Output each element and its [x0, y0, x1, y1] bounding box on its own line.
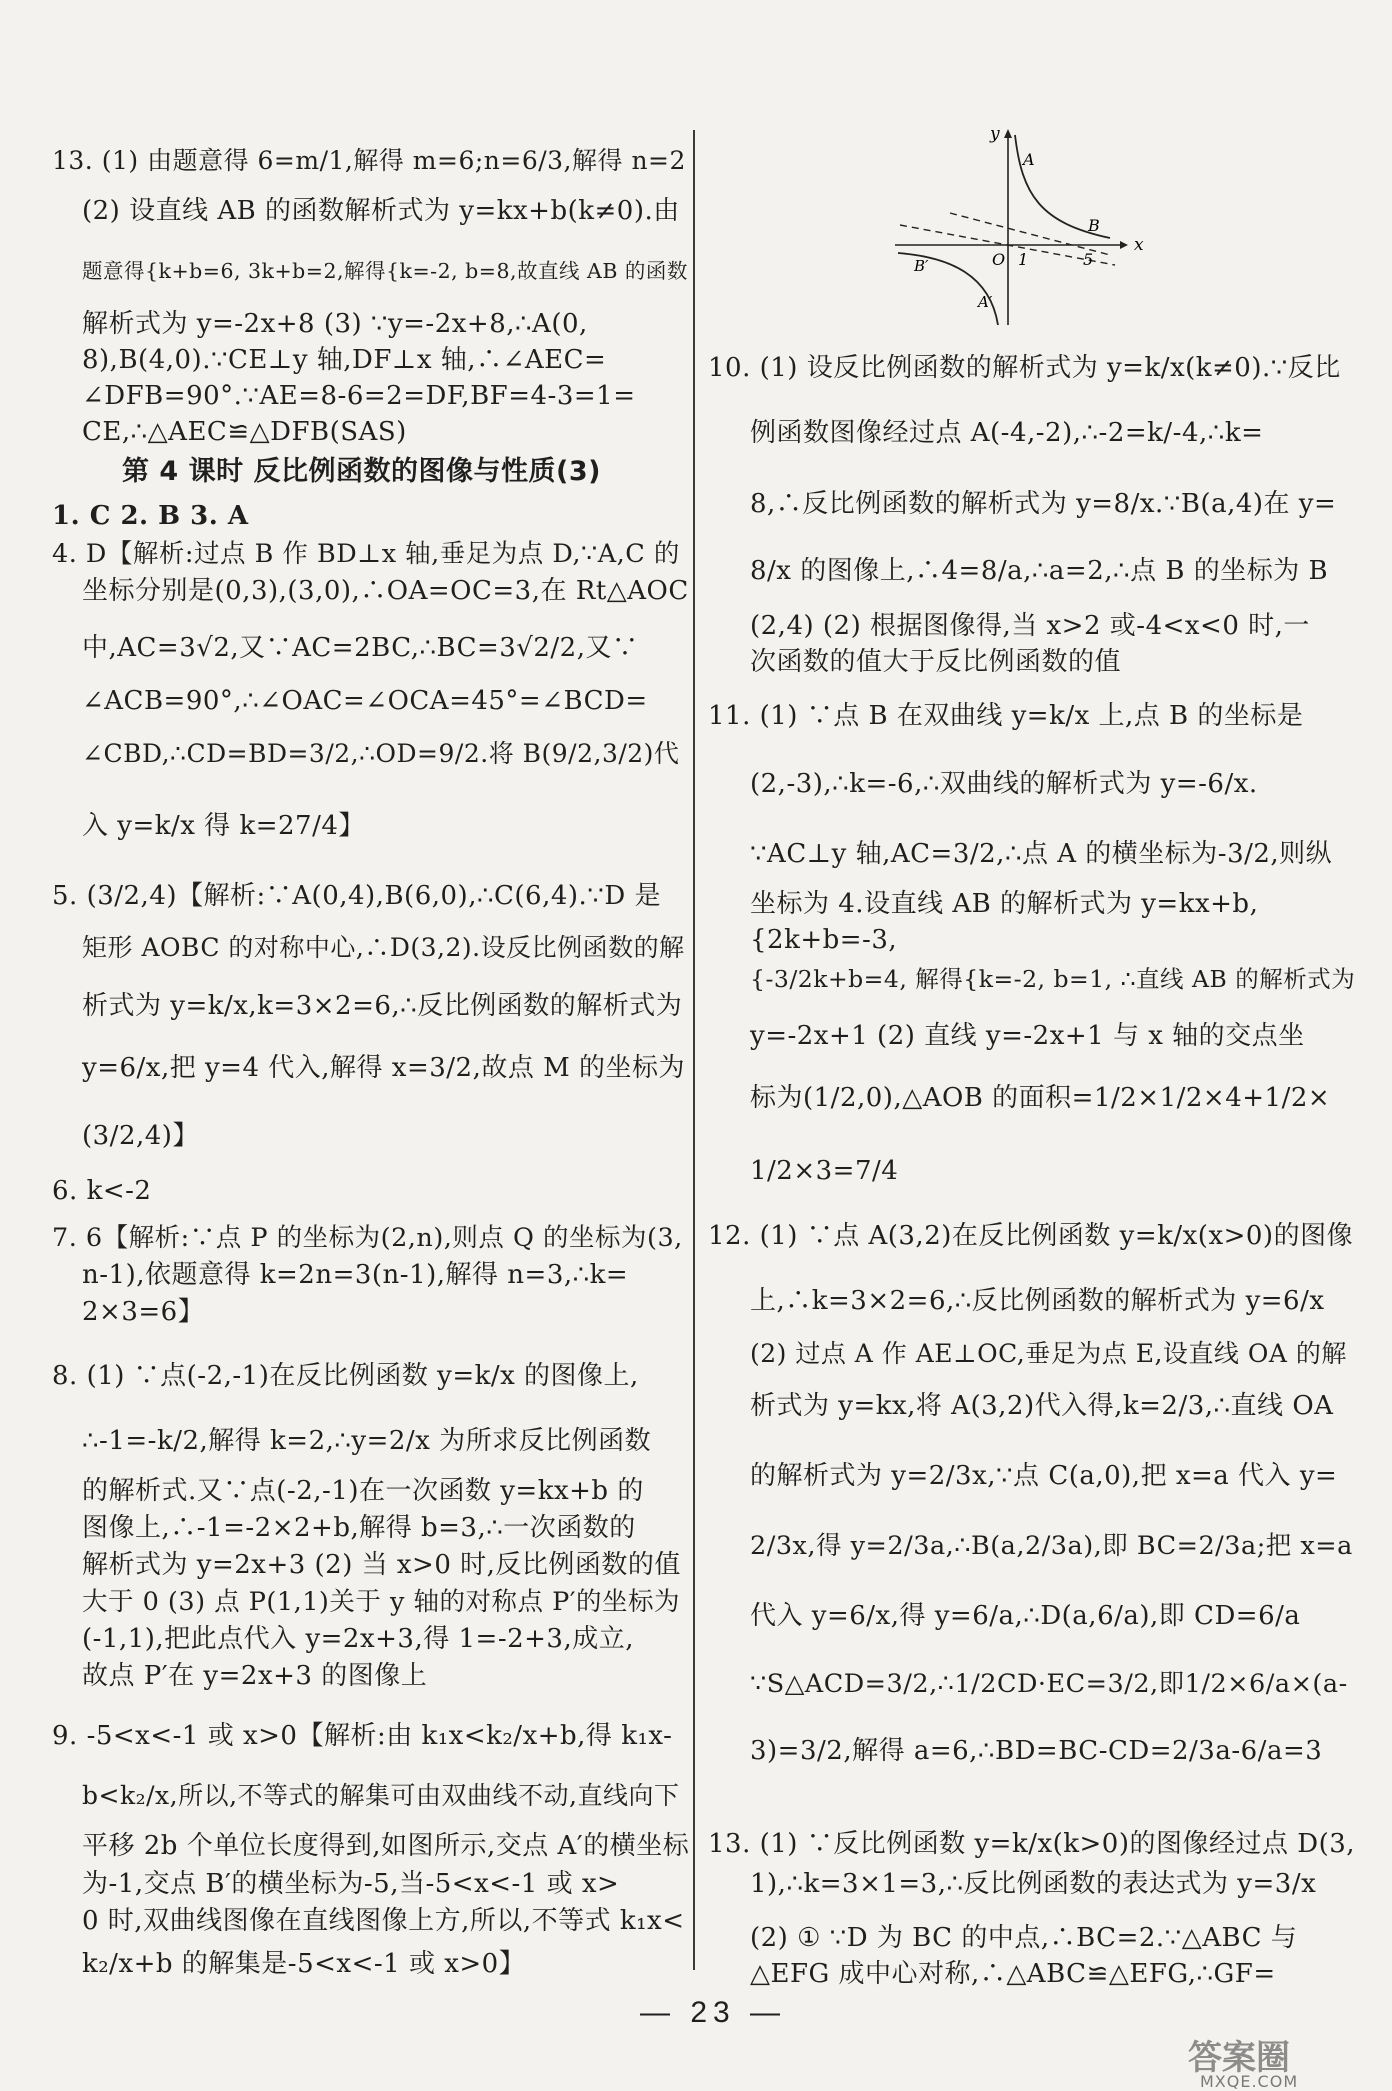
- answer-13-line-5: 8),B(4,0).∵CE⊥y 轴,DF⊥x 轴,∴∠AEC=: [82, 345, 607, 375]
- answer-10-line-5: (2,4) (2) 根据图像得,当 x>2 或-4<x<0 时,一: [750, 611, 1310, 641]
- label-tick-1: 1: [1018, 250, 1029, 269]
- answer-5-line-1: 5. (3/2,4)【解析:∵A(0,4),B(6,0),∴C(6,4).∵D 是: [52, 881, 661, 911]
- label-tick-5: 5: [1083, 250, 1094, 269]
- answer-13b-line-3: (2) ① ∵D 为 BC 的中点,∴BC=2.∵△ABC 与: [750, 1923, 1298, 1953]
- answer-11-line-3: ∵AC⊥y 轴,AC=3/2,∴点 A 的横坐标为-3/2,则纵: [750, 839, 1333, 869]
- answer-7-line-3: 2×3=6】: [82, 1297, 205, 1327]
- label-point-a-prime: A′: [978, 293, 993, 311]
- watermark: [1188, 2030, 1299, 2091]
- answer-9-line-5: 0 时,双曲线图像在直线图像上方,所以,不等式 k₁x<: [82, 1906, 685, 1936]
- x-axis-arrow: [1120, 241, 1128, 249]
- answer-13b-line-4: △EFG 成中心对称,∴△ABC≌△EFG,∴GF=: [750, 1959, 1276, 1989]
- answer-13-line-2: (2) 设直线 AB 的函数解析式为 y=kx+b(k≠0).由: [82, 196, 680, 226]
- answer-4-line-2: 坐标分别是(0,3),(3,0),∴OA=OC=3,在 Rt△AOC: [82, 576, 689, 606]
- answer-13-line-7: CE,∴△AEC≌△DFB(SAS): [82, 417, 407, 447]
- label-point-b: B: [1088, 216, 1100, 235]
- label-y: y: [990, 125, 1000, 144]
- answer-11-line-1: 11. (1) ∵点 B 在双曲线 y=k/x 上,点 B 的坐标是: [708, 701, 1304, 731]
- answer-4-line-3: 中,AC=3√2,又∵AC=2BC,∴BC=3√2/2,又∵: [82, 633, 639, 663]
- answer-9-line-3: 平移 2b 个单位长度得到,如图所示,交点 A′的横坐标: [82, 1831, 690, 1861]
- answer-13b-line-1: 13. (1) ∵反比例函数 y=k/x(k>0)的图像经过点 D(3,: [708, 1829, 1356, 1859]
- answer-10-line-3: 8,∴反比例函数的解析式为 y=8/x.∵B(a,4)在 y=: [750, 489, 1337, 519]
- answer-8-line-4: 图像上,∴-1=-2×2+b,解得 b=3,∴一次函数的: [82, 1513, 636, 1543]
- y-axis-arrow: [1004, 129, 1012, 138]
- answer-9-line-6: k₂/x+b 的解集是-5<x<-1 或 x>0】: [82, 1949, 526, 1979]
- hyperbola-branch-left: [898, 253, 998, 325]
- answer-12-line-3: (2) 过点 A 作 AE⊥OC,垂足为点 E,设直线 OA 的解: [750, 1339, 1347, 1368]
- answer-5-line-5: (3/2,4)】: [82, 1121, 199, 1151]
- column-divider: [693, 130, 695, 1970]
- label-point-a: A: [1023, 150, 1035, 169]
- answer-8-line-1: 8. (1) ∵点(-2,-1)在反比例函数 y=k/x 的图像上,: [52, 1361, 639, 1391]
- answer-8-line-2: ∴-1=-k/2,解得 k=2,∴y=2/x 为所求反比例函数: [82, 1426, 652, 1456]
- answer-13-line-6: ∠DFB=90°.∵AE=8-6=2=DF,BF=4-3=1=: [82, 381, 636, 411]
- answer-12-line-7: 代入 y=6/x,得 y=6/a,∴D(a,6/a),即 CD=6/a: [750, 1601, 1301, 1631]
- section-heading: 第 4 课时 反比例函数的图像与性质(3): [122, 456, 601, 487]
- label-point-b-prime: B′: [914, 257, 929, 275]
- watermark-logo: 答案圈: [1188, 2038, 1290, 2078]
- answer-9-line-4: 为-1,交点 B′的横坐标为-5,当-5<x<-1 或 x>: [82, 1869, 620, 1899]
- answer-8-line-6: 大于 0 (3) 点 P(1,1)关于 y 轴的对称点 P′的坐标为: [82, 1587, 681, 1617]
- answers-1-3: 1. C 2. B 3. A: [52, 501, 249, 531]
- answer-9-line-2: b<k₂/x,所以,不等式的解集可由双曲线不动,直线向下: [82, 1781, 680, 1810]
- answer-10-line-2: 例函数图像经过点 A(-4,-2),∴-2=k/-4,∴k=: [750, 418, 1264, 448]
- answer-11-line-7: y=-2x+1 (2) 直线 y=-2x+1 与 x 轴的交点坐: [750, 1021, 1305, 1051]
- answer-11-line-6: {-3/2k+b=4, 解得{k=-2, b=1, ∴直线 AB 的解析式为: [750, 965, 1356, 993]
- label-x: x: [1134, 235, 1144, 255]
- answer-13-line-3: 题意得{k+b=6, 3k+b=2,解得{k=-2, b=8,故直线 AB 的函数: [82, 259, 688, 283]
- answer-4-line-6: 入 y=k/x 得 k=27/4】: [82, 811, 365, 841]
- answer-12-line-9: 3)=3/2,解得 a=6,∴BD=BC-CD=2/3a-6/a=3: [750, 1736, 1323, 1766]
- answer-11-line-9: 1/2×3=7/4: [750, 1156, 899, 1186]
- answer-11-line-2: (2,-3),∴k=-6,∴双曲线的解析式为 y=-6/x.: [750, 769, 1258, 799]
- answer-5-line-2: 矩形 AOBC 的对称中心,∴D(3,2).设反比例函数的解: [82, 933, 685, 962]
- answer-12-line-6: 2/3x,得 y=2/3a,∴B(a,2/3a),即 BC=2/3a;把 x=a: [750, 1531, 1353, 1561]
- answer-13b-line-2: 1),∴k=3×1=3,∴反比例函数的表达式为 y=3/x: [750, 1869, 1317, 1899]
- answer-11-line-4: 坐标为 4.设直线 AB 的解析式为 y=kx+b,: [750, 889, 1259, 919]
- answer-8-line-8: 故点 P′在 y=2x+3 的图像上: [82, 1661, 428, 1691]
- answer-4-line-4: ∠ACB=90°,∴∠OAC=∠OCA=45°=∠BCD=: [82, 686, 648, 716]
- answer-10-line-6: 次函数的值大于反比例函数的值: [750, 647, 1122, 677]
- answer-13-line-4: 解析式为 y=-2x+8 (3) ∵y=-2x+8,∴A(0,: [82, 309, 588, 339]
- hyperbola-graph: [890, 125, 1150, 330]
- answer-12-line-4: 析式为 y=kx,将 A(3,2)代入得,k=2/3,∴直线 OA: [750, 1391, 1334, 1421]
- answer-6: 6. k<-2: [52, 1176, 152, 1206]
- answer-4-line-1: 4. D【解析:过点 B 作 BD⊥x 轴,垂足为点 D,∵A,C 的: [52, 539, 680, 569]
- answer-13-line-1: 13. (1) 由题意得 6=m/1,解得 m=6;n=6/3,解得 n=2: [52, 146, 686, 175]
- answer-11-line-8: 标为(1/2,0),△AOB 的面积=1/2×1/2×4+1/2×: [750, 1083, 1331, 1113]
- answer-12-line-5: 的解析式为 y=2/3x,∵点 C(a,0),把 x=a 代入 y=: [750, 1461, 1338, 1491]
- answer-5-line-4: y=6/x,把 y=4 代入,解得 x=3/2,故点 M 的坐标为: [82, 1053, 685, 1083]
- page-number: — 23 —: [640, 1996, 787, 2029]
- answer-8-line-5: 解析式为 y=2x+3 (2) 当 x>0 时,反比例函数的值: [82, 1550, 681, 1580]
- answer-12-line-8: ∵S△ACD=3/2,∴1/2CD·EC=3/2,即1/2×6/a×(a-: [750, 1669, 1348, 1699]
- answer-11-line-5: {2k+b=-3,: [750, 925, 898, 955]
- answer-9-line-1: 9. -5<x<-1 或 x>0【解析:由 k₁x<k₂/x+b,得 k₁x-: [52, 1721, 673, 1751]
- answer-7-line-2: n-1),依题意得 k=2n=3(n-1),解得 n=3,∴k=: [82, 1260, 629, 1290]
- answer-5-line-3: 析式为 y=k/x,k=3×2=6,∴反比例函数的解析式为: [82, 991, 683, 1021]
- answer-7-line-1: 7. 6【解析:∵点 P 的坐标为(2,n),则点 Q 的坐标为(3,: [52, 1223, 683, 1253]
- answer-12-line-1: 12. (1) ∵点 A(3,2)在反比例函数 y=k/x(x>0)的图像: [708, 1221, 1354, 1251]
- answer-10-line-1: 10. (1) 设反比例函数的解析式为 y=k/x(k≠0).∵反比: [708, 353, 1341, 383]
- answer-4-line-5: ∠CBD,∴CD=BD=3/2,∴OD=9/2.将 B(9/2,3/2)代: [82, 739, 680, 768]
- answer-10-line-4: 8/x 的图像上,∴4=8/a,∴a=2,∴点 B 的坐标为 B: [750, 556, 1329, 586]
- answer-8-line-7: (-1,1),把此点代入 y=2x+3,得 1=-2+3,成立,: [82, 1624, 634, 1654]
- answer-12-line-2: 上,∴k=3×2=6,∴反比例函数的解析式为 y=6/x: [750, 1286, 1325, 1316]
- label-origin: O: [992, 250, 1006, 269]
- watermark-site: MXQE.COM: [1200, 2072, 1299, 2091]
- answer-8-line-3: 的解析式.又∵点(-2,-1)在一次函数 y=kx+b 的: [82, 1476, 644, 1506]
